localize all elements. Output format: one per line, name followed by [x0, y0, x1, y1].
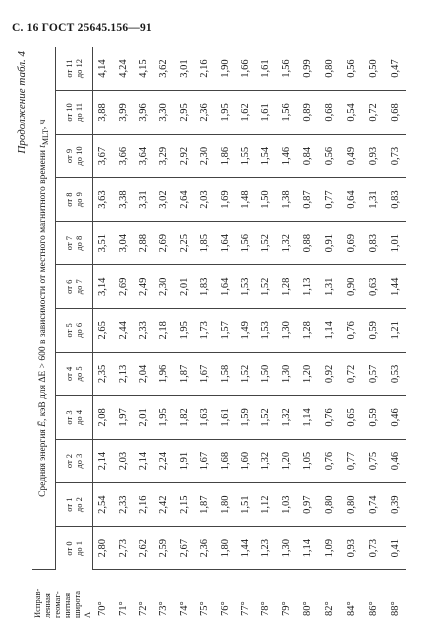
latitude-cell: 72°: [137, 601, 149, 616]
value-cell: 1,57: [215, 309, 235, 353]
value-cell: 0,80: [318, 483, 340, 527]
table-body: [92, 47, 406, 622]
value-cell: 0,59: [362, 396, 384, 440]
value-cell: 0,69: [340, 221, 362, 265]
table-row: [92, 47, 113, 622]
value-cell: 0,77: [340, 439, 362, 483]
value-cell: 1,63: [194, 396, 214, 440]
value-cell: 1,20: [296, 352, 318, 396]
range-from: от 5: [63, 323, 74, 338]
value-cell: 1,48: [235, 178, 255, 222]
value-cell: 2,08: [92, 396, 113, 440]
value-cell: 2,44: [113, 309, 133, 353]
value-cell: 0,47: [384, 47, 406, 91]
value-cell: 2,14: [133, 439, 153, 483]
value-cell: 2,15: [174, 483, 194, 527]
value-cell: 1,67: [194, 439, 214, 483]
range-from: от 3: [63, 410, 74, 425]
value-cell: 0,49: [340, 134, 362, 178]
page-header: С. 16 ГОСТ 25645.156—91: [12, 22, 152, 34]
value-cell: 3,66: [113, 134, 133, 178]
value-cell: 1,85: [194, 221, 214, 265]
range-to: до 3: [73, 453, 84, 469]
value-cell: 1,56: [276, 91, 296, 135]
range-from: от 11: [63, 59, 74, 78]
table-title-middle: , кэВ для ΔE > 600 в зависимости от местного магнитного времени: [37, 150, 48, 422]
value-cell: 1,80: [215, 526, 235, 570]
range-from: от 9: [63, 148, 74, 164]
value-cell: 2,36: [194, 526, 214, 570]
value-cell: 1,01: [384, 221, 406, 265]
value-cell: 2,30: [194, 134, 214, 178]
value-cell: 1,30: [276, 309, 296, 353]
latitude-cell: 76°: [219, 601, 231, 616]
latitude-cell: 82°: [323, 601, 335, 616]
value-cell: 2,16: [194, 47, 214, 91]
value-cell: 2,62: [133, 526, 153, 570]
value-cell: 0,76: [340, 309, 362, 353]
value-cell: 0,93: [362, 134, 384, 178]
rotated-table-frame: [14, 47, 414, 622]
time-range-header: [55, 526, 92, 570]
value-cell: 1,09: [318, 526, 340, 570]
range-to: до 7: [73, 279, 84, 295]
latitude-cell: 74°: [178, 601, 190, 616]
time-range-header: [55, 483, 92, 527]
value-cell: 3,14: [92, 265, 113, 309]
value-cell: 3,99: [113, 91, 133, 135]
value-cell: 1,59: [235, 396, 255, 440]
value-cell: 2,14: [92, 439, 113, 483]
value-cell: 2,80: [92, 526, 113, 570]
corner-label-line: геомаг-: [52, 591, 62, 618]
value-cell: 1,53: [235, 265, 255, 309]
value-cell: 0,46: [384, 439, 406, 483]
time-range-header: [55, 221, 92, 265]
table-row: [318, 47, 340, 622]
value-cell: 1,68: [215, 439, 235, 483]
energy-table: [32, 47, 406, 622]
value-cell: 1,23: [256, 526, 276, 570]
value-cell: 0,90: [340, 265, 362, 309]
table-title-prefix: Средняя энергия: [37, 429, 48, 497]
range-to: до 2: [73, 497, 84, 513]
value-cell: 2,88: [133, 221, 153, 265]
corner-label-line: Исправ-: [32, 588, 42, 618]
value-cell: 1,61: [256, 47, 276, 91]
value-cell: 1,54: [256, 134, 276, 178]
table-row: [133, 47, 153, 622]
table-row: [256, 47, 276, 622]
time-range-header: [55, 439, 92, 483]
value-cell: 0,73: [362, 526, 384, 570]
value-cell: 2,54: [92, 483, 113, 527]
latitude-cell: 80°: [301, 601, 313, 616]
time-range-header: [55, 91, 92, 135]
value-cell: 1,30: [276, 352, 296, 396]
value-cell: 0,65: [340, 396, 362, 440]
value-cell: 0,76: [318, 439, 340, 483]
value-cell: 0,59: [362, 309, 384, 353]
value-cell: 0,88: [296, 221, 318, 265]
value-cell: 1,97: [113, 396, 133, 440]
table-row: [276, 47, 296, 622]
value-cell: 1,31: [318, 265, 340, 309]
value-cell: 0,39: [384, 483, 406, 527]
range-from: от 0: [63, 541, 74, 556]
value-cell: 2,01: [174, 265, 194, 309]
value-cell: 2,33: [113, 483, 133, 527]
value-cell: 2,03: [113, 439, 133, 483]
value-cell: 3,02: [154, 178, 174, 222]
table-continuation-label: Продолжение табл. 4: [16, 51, 28, 154]
value-cell: 1,83: [194, 265, 214, 309]
table-row: [235, 47, 255, 622]
value-cell: 2,42: [154, 483, 174, 527]
value-cell: 2,30: [154, 265, 174, 309]
value-cell: 2,04: [133, 352, 153, 396]
value-cell: 1,21: [384, 309, 406, 353]
value-cell: 1,61: [215, 396, 235, 440]
range-to: до 5: [73, 366, 84, 382]
value-cell: 2,25: [174, 221, 194, 265]
table-row: [215, 47, 235, 622]
value-cell: 1,20: [276, 439, 296, 483]
value-cell: 2,59: [154, 526, 174, 570]
latitude-cell: 84°: [345, 601, 357, 616]
value-cell: 2,92: [174, 134, 194, 178]
corner-label-line: Λ: [82, 611, 92, 618]
value-cell: 0,83: [362, 221, 384, 265]
latitude-cell: 79°: [280, 601, 292, 616]
value-cell: 1,60: [235, 439, 255, 483]
value-cell: 1,82: [174, 396, 194, 440]
latitude-cell: 88°: [389, 601, 401, 616]
value-cell: 3,30: [154, 91, 174, 135]
value-cell: 1,73: [194, 309, 214, 353]
value-cell: 2,35: [92, 352, 113, 396]
latitude-cell: 71°: [117, 601, 129, 616]
corner-label-line: широта: [72, 590, 82, 618]
table-row: [113, 47, 133, 622]
value-cell: 2,65: [92, 309, 113, 353]
value-cell: 3,96: [133, 91, 153, 135]
value-cell: 1,55: [235, 134, 255, 178]
value-cell: 1,52: [256, 265, 276, 309]
value-cell: 2,69: [113, 265, 133, 309]
value-cell: 3,63: [92, 178, 113, 222]
value-cell: 1,50: [256, 178, 276, 222]
value-cell: 0,83: [384, 178, 406, 222]
value-cell: 1,58: [215, 352, 235, 396]
value-cell: 1,28: [296, 309, 318, 353]
value-cell: 1,14: [296, 396, 318, 440]
value-cell: 1,53: [256, 309, 276, 353]
value-cell: 1,52: [256, 396, 276, 440]
time-subscript: MLT: [40, 129, 50, 146]
table-row: [362, 47, 384, 622]
value-cell: 0,56: [340, 47, 362, 91]
value-cell: 0,97: [296, 483, 318, 527]
value-cell: 3,04: [113, 221, 133, 265]
value-cell: 0,57: [362, 352, 384, 396]
value-cell: 1,51: [235, 483, 255, 527]
time-range-header: [55, 178, 92, 222]
value-cell: 1,87: [174, 352, 194, 396]
time-range-header: [55, 47, 92, 91]
value-cell: 1,44: [384, 265, 406, 309]
latitude-cell: 77°: [239, 601, 251, 616]
latitude-cell: 73°: [158, 601, 170, 616]
range-to: до 12: [73, 58, 84, 79]
value-cell: 1,64: [215, 221, 235, 265]
value-cell: 3,01: [174, 47, 194, 91]
value-cell: 1,87: [194, 483, 214, 527]
energy-symbol: Ē: [37, 421, 48, 427]
value-cell: 1,30: [276, 526, 296, 570]
value-cell: 0,53: [384, 352, 406, 396]
value-cell: 2,73: [113, 526, 133, 570]
value-cell: 0,93: [340, 526, 362, 570]
value-cell: 0,89: [296, 91, 318, 135]
time-range-header: [55, 352, 92, 396]
table-title: [32, 47, 55, 570]
table-row: [194, 47, 214, 622]
value-cell: 0,64: [340, 178, 362, 222]
time-range-header: [55, 265, 92, 309]
value-cell: 1,69: [215, 178, 235, 222]
range-to: до 4: [73, 410, 84, 425]
value-cell: 3,62: [154, 47, 174, 91]
value-cell: 2,64: [174, 178, 194, 222]
value-cell: 0,54: [340, 91, 362, 135]
value-cell: 1,05: [296, 439, 318, 483]
range-from: от 1: [63, 497, 74, 512]
range-from: от 8: [63, 192, 74, 207]
time-range-header: [55, 309, 92, 353]
value-cell: 3,67: [92, 134, 113, 178]
value-cell: 1,14: [318, 309, 340, 353]
value-cell: 1,03: [276, 483, 296, 527]
value-cell: 0,73: [384, 134, 406, 178]
value-cell: 0,68: [318, 91, 340, 135]
value-cell: 0,50: [362, 47, 384, 91]
value-cell: 2,95: [174, 91, 194, 135]
value-cell: 1,31: [362, 178, 384, 222]
value-cell: 1,56: [276, 47, 296, 91]
value-cell: 1,49: [235, 309, 255, 353]
corner-label-line: ленная: [42, 593, 52, 618]
value-cell: 0,41: [384, 526, 406, 570]
range-to: до 6: [73, 322, 84, 338]
table-title-unit: , ч: [37, 119, 48, 130]
value-cell: 1,44: [235, 526, 255, 570]
value-cell: 1,67: [194, 352, 214, 396]
value-cell: 2,33: [133, 309, 153, 353]
value-cell: 0,74: [362, 483, 384, 527]
value-cell: 0,92: [318, 352, 340, 396]
value-cell: 3,51: [92, 221, 113, 265]
value-cell: 4,24: [113, 47, 133, 91]
value-cell: 0,99: [296, 47, 318, 91]
value-cell: 1,38: [276, 178, 296, 222]
value-cell: 1,96: [154, 352, 174, 396]
value-cell: 1,50: [256, 352, 276, 396]
value-cell: 3,64: [133, 134, 153, 178]
value-cell: 0,46: [384, 396, 406, 440]
value-cell: 1,61: [256, 91, 276, 135]
range-from: от 2: [63, 453, 74, 469]
table-row: [340, 47, 362, 622]
time-range-header: [55, 134, 92, 178]
latitude-column-header: [32, 570, 92, 622]
value-cell: 1,32: [256, 439, 276, 483]
time-range-header: [55, 396, 92, 440]
table-row: [174, 47, 194, 622]
value-cell: 0,75: [362, 439, 384, 483]
value-cell: 1,52: [235, 352, 255, 396]
value-cell: 1,52: [256, 221, 276, 265]
value-cell: 1,32: [276, 396, 296, 440]
value-cell: 1,12: [256, 483, 276, 527]
value-cell: 2,13: [113, 352, 133, 396]
value-cell: 2,67: [174, 526, 194, 570]
value-cell: 2,03: [194, 178, 214, 222]
value-cell: 0,80: [318, 47, 340, 91]
value-cell: 2,49: [133, 265, 153, 309]
value-cell: 0,63: [362, 265, 384, 309]
value-cell: 1,14: [296, 526, 318, 570]
value-cell: 1,91: [174, 439, 194, 483]
value-cell: 0,72: [340, 352, 362, 396]
value-cell: 1,46: [276, 134, 296, 178]
value-cell: 2,16: [133, 483, 153, 527]
value-cell: 2,18: [154, 309, 174, 353]
value-cell: 0,77: [318, 178, 340, 222]
value-cell: 3,31: [133, 178, 153, 222]
range-from: от 4: [63, 366, 74, 382]
value-cell: 1,66: [235, 47, 255, 91]
value-cell: 4,15: [133, 47, 153, 91]
latitude-cell: 86°: [367, 601, 379, 616]
value-cell: 1,86: [215, 134, 235, 178]
value-cell: 1,90: [215, 47, 235, 91]
latitude-cell: 75°: [199, 601, 211, 616]
value-cell: 1,32: [276, 221, 296, 265]
value-cell: 1,95: [154, 396, 174, 440]
corner-label-line: нитная: [62, 592, 72, 618]
value-cell: 2,01: [133, 396, 153, 440]
value-cell: 3,29: [154, 134, 174, 178]
value-cell: 2,69: [154, 221, 174, 265]
value-cell: 0,80: [340, 483, 362, 527]
value-cell: 1,80: [215, 483, 235, 527]
range-to: до 11: [73, 102, 84, 122]
value-cell: 1,64: [215, 265, 235, 309]
value-cell: 1,95: [174, 309, 194, 353]
range-to: до 9: [73, 192, 84, 208]
value-cell: 0,76: [318, 396, 340, 440]
value-cell: 0,87: [296, 178, 318, 222]
latitude-cell: 78°: [260, 601, 272, 616]
value-cell: 3,88: [92, 91, 113, 135]
value-cell: 3,38: [113, 178, 133, 222]
range-from: от 7: [63, 236, 74, 251]
range-from: от 10: [63, 103, 74, 122]
time-range-row: [55, 47, 92, 622]
table-row: [296, 47, 318, 622]
range-to: до 1: [73, 540, 84, 556]
range-to: до 8: [73, 235, 84, 251]
value-cell: 0,56: [318, 134, 340, 178]
latitude-cell: 70°: [96, 601, 108, 616]
table-row: [154, 47, 174, 622]
value-cell: 2,36: [194, 91, 214, 135]
value-cell: 0,84: [296, 134, 318, 178]
time-symbol: t: [37, 145, 48, 148]
value-cell: 0,91: [318, 221, 340, 265]
range-from: от 6: [63, 279, 74, 294]
table-row: [384, 47, 406, 622]
value-cell: 1,95: [215, 91, 235, 135]
value-cell: 4,14: [92, 47, 113, 91]
value-cell: 0,68: [384, 91, 406, 135]
value-cell: 1,28: [276, 265, 296, 309]
value-cell: 1,56: [235, 221, 255, 265]
value-cell: 0,72: [362, 91, 384, 135]
range-to: до 10: [73, 146, 84, 166]
value-cell: 2,24: [154, 439, 174, 483]
value-cell: 1,13: [296, 265, 318, 309]
value-cell: 1,62: [235, 91, 255, 135]
